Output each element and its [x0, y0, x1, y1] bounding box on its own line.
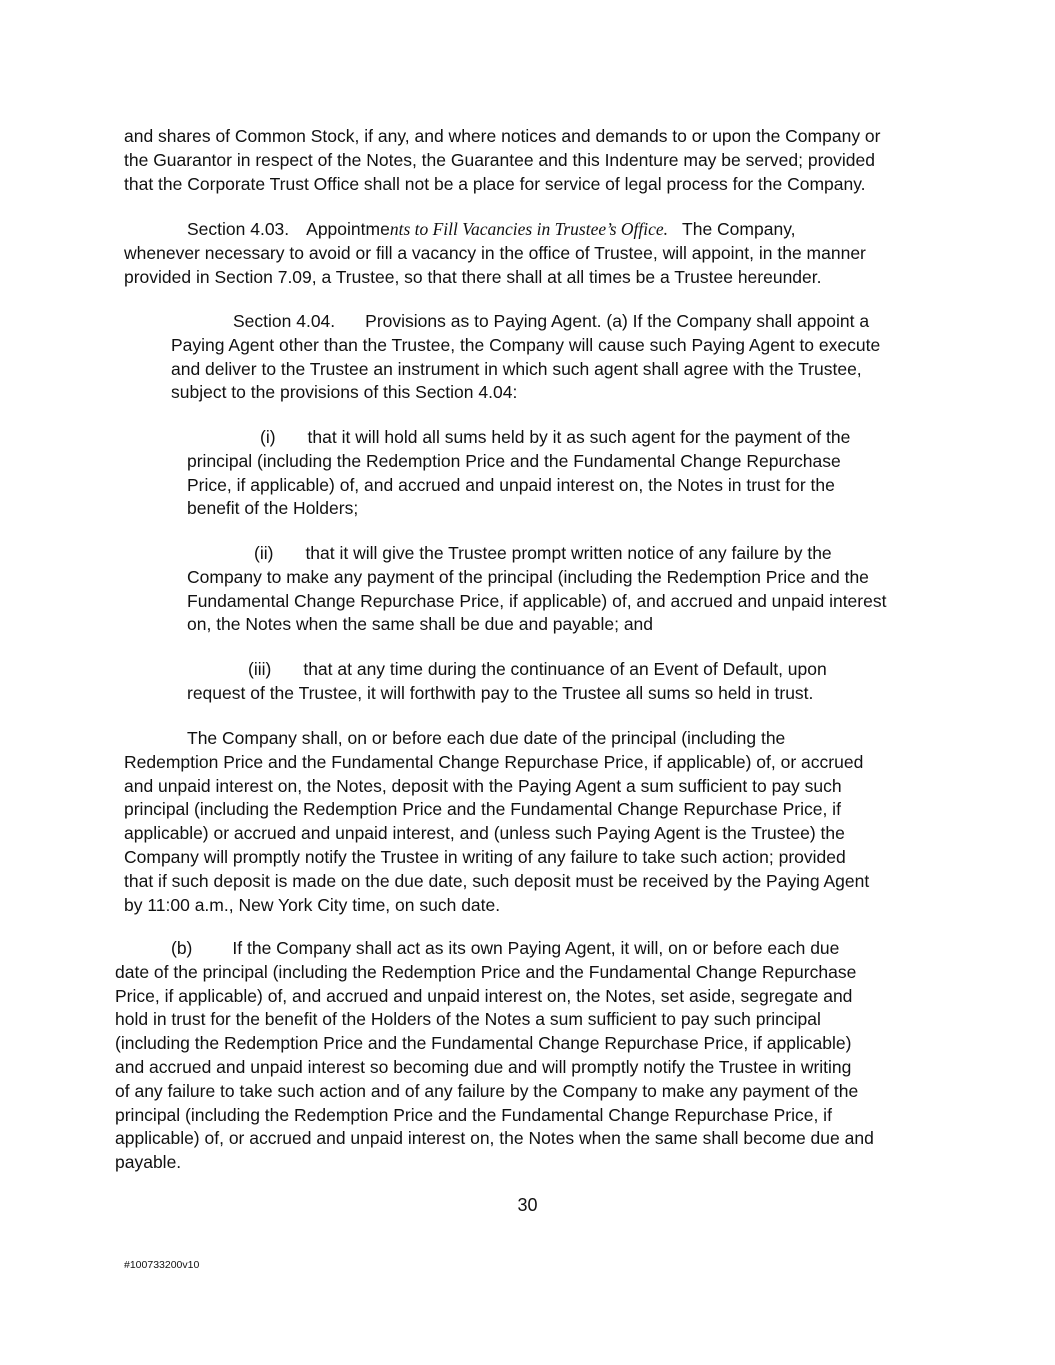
- clause-i: [187, 426, 850, 521]
- text-line: subject to the provisions of this Section 4.04:: [171, 382, 518, 403]
- text-line: Company will promptly notify the Trustee in writing of any failure to take such action; provided: [124, 846, 846, 867]
- section-number: Section 4.04.: [233, 311, 336, 331]
- text-line: benefit of the Holders;: [187, 498, 359, 519]
- text-line: that the Corporate Trust Office shall not be a place for service of legal process for the Company.: [124, 173, 866, 194]
- page-number: 30: [517, 1195, 538, 1215]
- clause-label: (i): [260, 427, 276, 447]
- clause-label: (iii): [248, 659, 272, 679]
- text-line: the Guarantor in respect of the Notes, the Guarantee and this Indenture may be served; provided: [124, 149, 876, 170]
- text-line: whenever necessary to avoid or fill a vacancy in the office of Trustee, will appoint, in the manner: [124, 242, 866, 263]
- section-title-italic: nts to Fill Vacancies in Trustee’s Office.: [389, 219, 669, 239]
- section-number: Section 4.03.: [187, 219, 290, 239]
- text-line: applicable) of, or accrued and unpaid interest on, the Notes when the same shall become due and: [115, 1128, 874, 1149]
- text-line: principal (including the Redemption Price and the Fundamental Change Repurchase Price, if: [115, 1104, 832, 1125]
- text-line: and unpaid interest on, the Notes, deposit with the Paying Agent a sum sufficient to pay such: [124, 775, 842, 796]
- text-line: Price, if applicable) of, and accrued and unpaid interest on, the Notes in trust for the: [187, 474, 835, 495]
- text-line: of any failure to take such action and of any failure by the Company to make any payment of the: [115, 1080, 859, 1101]
- text-fragment: that at any time during the continuance of an Event of Default, upon: [303, 659, 827, 679]
- text-line: on, the Notes when the same shall be due and payable; and: [187, 614, 654, 635]
- text-fragment: If the Company shall act as its own Paying Agent, it will, on or before each due: [232, 938, 840, 958]
- text-line: Fundamental Change Repurchase Price, if applicable) of, and accrued and unpaid interest: [187, 590, 887, 611]
- paragraph-intro: [124, 125, 881, 196]
- text-line: Paying Agent other than the Trustee, the Company will cause such Paying Agent to execute: [171, 334, 881, 355]
- section-heading-line: [124, 218, 866, 242]
- clause-first-line: [187, 658, 827, 682]
- text-line: and accrued and unpaid interest so becoming due and will promptly notify the Trustee in writing: [115, 1056, 852, 1077]
- text-line: Price, if applicable) of, and accrued and unpaid interest on, the Notes, set aside, segregate and: [115, 985, 853, 1006]
- text-line: hold in trust for the benefit of the Holders of the Notes a sum sufficient to pay such principal: [115, 1009, 821, 1030]
- text-line: and shares of Common Stock, if any, and where notices and demands to or upon the Company or: [124, 126, 881, 146]
- text-fragment: Provisions as to Paying Agent. (a) If the Company shall appoint a: [365, 311, 870, 331]
- text-line: Redemption Price and the Fundamental Change Repurchase Price, if applicable) of, or accrued: [124, 751, 864, 772]
- section-4-03: [124, 218, 866, 289]
- paragraph-label: (b): [171, 938, 193, 958]
- paragraph-first-line: [124, 727, 869, 751]
- text-line: and deliver to the Trustee an instrument in which such agent shall agree with the Trustee,: [171, 358, 862, 379]
- text-fragment: The Company,: [682, 219, 796, 239]
- text-line: by 11:00 a.m., New York City time, on such date.: [124, 894, 501, 915]
- clause-first-line: [187, 426, 850, 450]
- paragraph-company-deposit: [124, 727, 869, 917]
- text-fragment: that it will give the Trustee prompt written notice of any failure by the: [305, 543, 832, 563]
- text-line: Company to make any payment of the principal (including the Redemption Price and the: [187, 566, 869, 587]
- paragraph-first-line: [115, 937, 874, 961]
- section-title-plain: Appointme: [306, 219, 390, 239]
- text-line: payable.: [115, 1152, 182, 1173]
- text-line: that if such deposit is made on the due date, such deposit must be received by the Paying Agent: [124, 870, 870, 891]
- text-line: applicable) or accrued and unpaid interest, and (unless such Paying Agent is the Trustee) the: [124, 823, 845, 844]
- clause-ii: [187, 542, 886, 637]
- section-4-04: [171, 310, 880, 405]
- clause-iii: [187, 658, 827, 706]
- text-line: (including the Redemption Price and the Fundamental Change Repurchase Price, if applicable): [115, 1033, 852, 1054]
- text-line: date of the principal (including the Redemption Price and the Fundamental Change Repurchase: [115, 961, 857, 982]
- paragraph-b: [115, 937, 874, 1175]
- text-fragment: The Company shall, on or before each due date of the principal (including the: [187, 728, 786, 748]
- text-line: principal (including the Redemption Price and the Fundamental Change Repurchase: [187, 450, 841, 471]
- text-line: principal (including the Redemption Price and the Fundamental Change Repurchase Price, if: [124, 799, 841, 820]
- text-line: request of the Trustee, it will forthwith pay to the Trustee all sums so held in trust.: [187, 682, 814, 703]
- clause-label: (ii): [254, 543, 274, 563]
- text-fragment: that it will hold all sums held by it as such agent for the payment of the: [307, 427, 851, 447]
- text-line: provided in Section 7.09, a Trustee, so that there shall at all times be a Trustee hereunder.: [124, 266, 822, 287]
- document-id: #100733200v10: [124, 1259, 200, 1271]
- clause-first-line: [187, 542, 886, 566]
- section-heading-line: [171, 310, 880, 334]
